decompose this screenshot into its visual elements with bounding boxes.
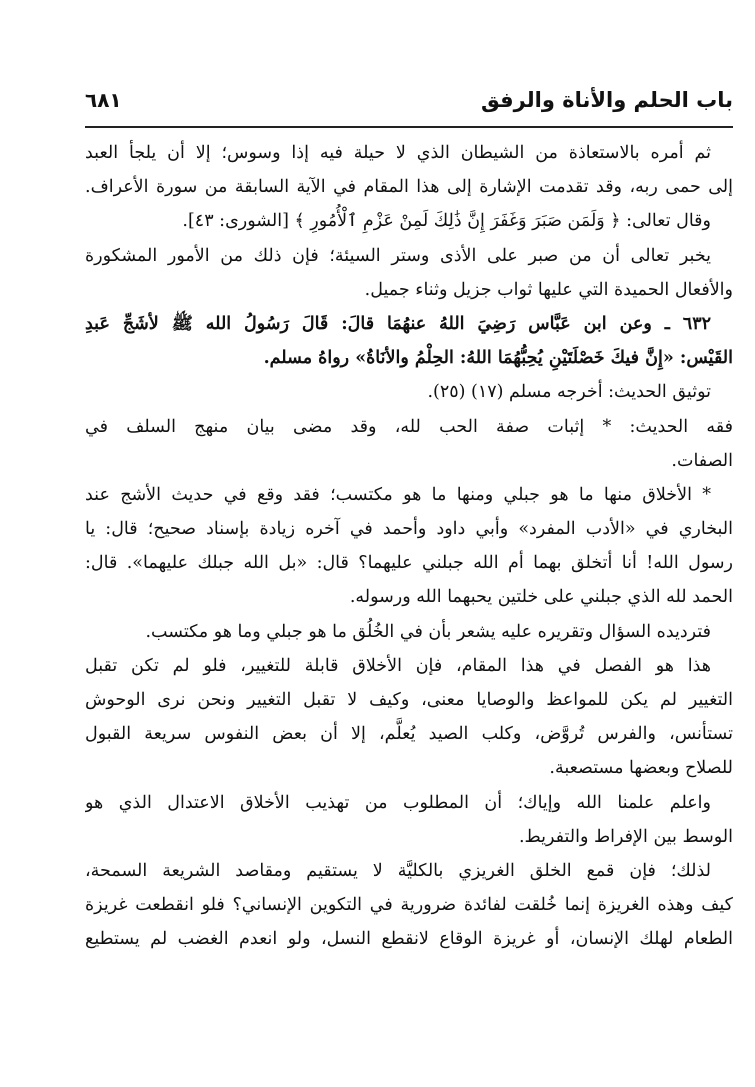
text-line: وقال تعالى: ﴿ وَلَمَن صَبَرَ وَغَفَرَ إِنَّ ذَٰلِكَ لَمِنْ عَزْمِ ٱلْأُمُورِ ﴾ [الشورى: ٤٣]. bbox=[182, 211, 711, 232]
text-line: رسول الله! أنا أتخلق بهما أم الله جبلني عليهما؟ قال: «بل الله جبلك عليهما». قال: bbox=[85, 553, 733, 574]
text-line: تستأنس، والفرس تُروَّض، وكلب الصيد يُعلَّم، إلا أن بعض النفوس سريعة القبول bbox=[85, 724, 733, 745]
text-line: فقه الحديث: * إثبات صفة الحب لله، وقد مضى بيان منهج السلف في bbox=[85, 416, 733, 437]
text-line: التغيير لم يكن للمواعظ والوصايا معنى، وكيف لا تقبل التغيير ونحن نرى الوحوش bbox=[85, 690, 733, 710]
text-line: يخبر تعالى أن من صبر على الأذى وستر السيئة؛ فإن ذلك من الأمور المشكورة bbox=[85, 245, 711, 266]
text-line: القَيْس: «إِنَّ فيكَ خَصْلَتَيْنِ يُحِبُّهُمَا اللهُ: الحِلْمُ والأنَاةُ» رواهُ مسلم. bbox=[263, 348, 733, 369]
text-line: * الأخلاق منها ما هو جبلي ومنها ما هو مكتسب؛ فقد وقع في حديث الأشج عند bbox=[85, 484, 711, 505]
text-line: الطعام لهلك الإنسان، أو غريزة الوقاع لانقطع النسل، ولو انعدم الغضب لم يستطيع bbox=[85, 929, 733, 950]
text-line: هذا هو الفصل في هذا المقام، فإن الأخلاق قابلة للتغيير، فلو لم تكن تقبل bbox=[85, 655, 711, 676]
text-line: لذلك؛ فإن قمع الخلق الغريزي بالكليَّة لا يستقيم ومقاصد الشريعة السمحة، bbox=[85, 860, 711, 881]
text-line: توثيق الحديث: أخرجه مسلم (١٧) (٢٥). bbox=[427, 382, 711, 403]
text-line: والأفعال الحميدة التي عليها ثواب جزيل وثناء جميل. bbox=[364, 279, 733, 300]
text-line: للصلاح وبعضها مستصعبة. bbox=[549, 758, 733, 779]
text-line: واعلم علمنا الله وإياك؛ أن المطلوب من تهذيب الأخلاق الاعتدال الذي هو bbox=[85, 792, 711, 813]
text-line: الصفات. bbox=[671, 450, 733, 471]
text-line: ثم أمره بالاستعاذة من الشيطان الذي لا حيلة فيه إذا وسوس؛ إلا أن يلجأ العبد bbox=[85, 143, 711, 163]
body-text bbox=[85, 136, 733, 957]
chapter-title: باب الحلم والأناة والرفق bbox=[481, 88, 733, 112]
page-number: ٦٨١ bbox=[85, 88, 122, 112]
text-line: الحمد لله الذي جبلني على خلتين يحبهما الله ورسوله. bbox=[349, 587, 733, 608]
text-line: البخاري في «الأدب المفرد» وأبي داود وأحمد في آخره زيادة بإسناد صحيح؛ قال: يا bbox=[85, 519, 733, 540]
text-line: كيف وهذه الغريزة إنما خُلقت لفائدة ضرورية في التكوين الإنساني؟ فلو انقطعت غريزة bbox=[85, 895, 733, 916]
text-line: إلى حمى ربه، وقد تقدمت الإشارة إلى هذا المقام في الآية السابقة من سورة الأعراف. bbox=[85, 177, 733, 198]
text-line: الوسط بين الإفراط والتفريط. bbox=[518, 826, 733, 847]
running-header bbox=[85, 84, 733, 124]
text-line: فترديده السؤال وتقريره عليه يشعر بأن في الخُلُق ما هو جبلي وما هو مكتسب. bbox=[145, 621, 711, 642]
header-rule bbox=[85, 126, 733, 128]
text-line: ٦٣٢ ـ وعن ابن عَبَّاس رَضِيَ اللهُ عنهُمَا قالَ: قَالَ رَسُولُ الله ﷺ لأشَجِّ عَبدِ bbox=[85, 313, 711, 334]
